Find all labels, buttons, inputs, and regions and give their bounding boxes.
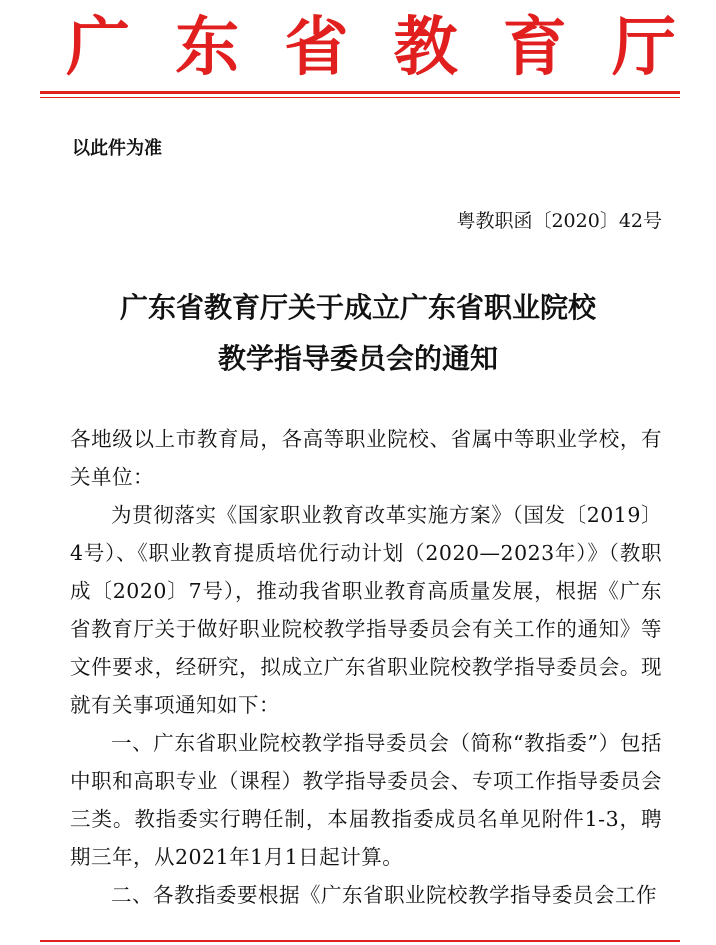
salutation: 各地级以上市教育局，各高等职业院校、省属中等职业学校，有关单位： bbox=[70, 427, 662, 489]
document-title-line1: 广东省教育厅关于成立广东省职业院校 bbox=[119, 291, 596, 324]
document-title-line2: 教学指导委员会的通知 bbox=[217, 342, 498, 375]
masthead-char: 广 bbox=[66, 10, 130, 85]
masthead-char: 厅 bbox=[611, 10, 676, 85]
masthead-char: 育 bbox=[502, 10, 567, 85]
paragraph: 一、广东省职业院校教学指导委员会（简称“教指委”）包括中职和高职专业（课程）教学指导委员会、专项工作指导委员会三类。教指委实行聘任制，本届教指委成员名单见附件1-3，聘期三年，从2021年1月1日起计算。 bbox=[70, 731, 662, 869]
header-rule-thick bbox=[40, 91, 680, 94]
validity-note: 以此件为准 bbox=[72, 138, 162, 159]
masthead-char: 省 bbox=[284, 10, 349, 85]
masthead bbox=[0, 8, 716, 88]
footer-rule bbox=[40, 940, 680, 942]
document-body bbox=[70, 420, 662, 914]
header-rule-thin bbox=[40, 97, 680, 98]
paragraph: 二、各教指委要根据《广东省职业院校教学指导委员会工作 bbox=[111, 883, 657, 907]
paragraph: 为贯彻落实《国家职业教育改革实施方案》（国发〔2019〕4号）、《职业教育提质培优行动计划（2020—2023年）》（教职成〔2020〕7号），推动我省职业教育高质量发展，根据《广东省教育厅关于做好职业院校教学指导委员会有关工作的通知》等文件要求，经研究，拟成立广东省职业院校教学指导委员会。现就有关事项通知如下： bbox=[70, 503, 662, 717]
masthead-char: 教 bbox=[393, 10, 458, 85]
document-number: 粤教职函〔2020〕42号 bbox=[456, 210, 662, 232]
masthead-char: 东 bbox=[175, 10, 240, 85]
